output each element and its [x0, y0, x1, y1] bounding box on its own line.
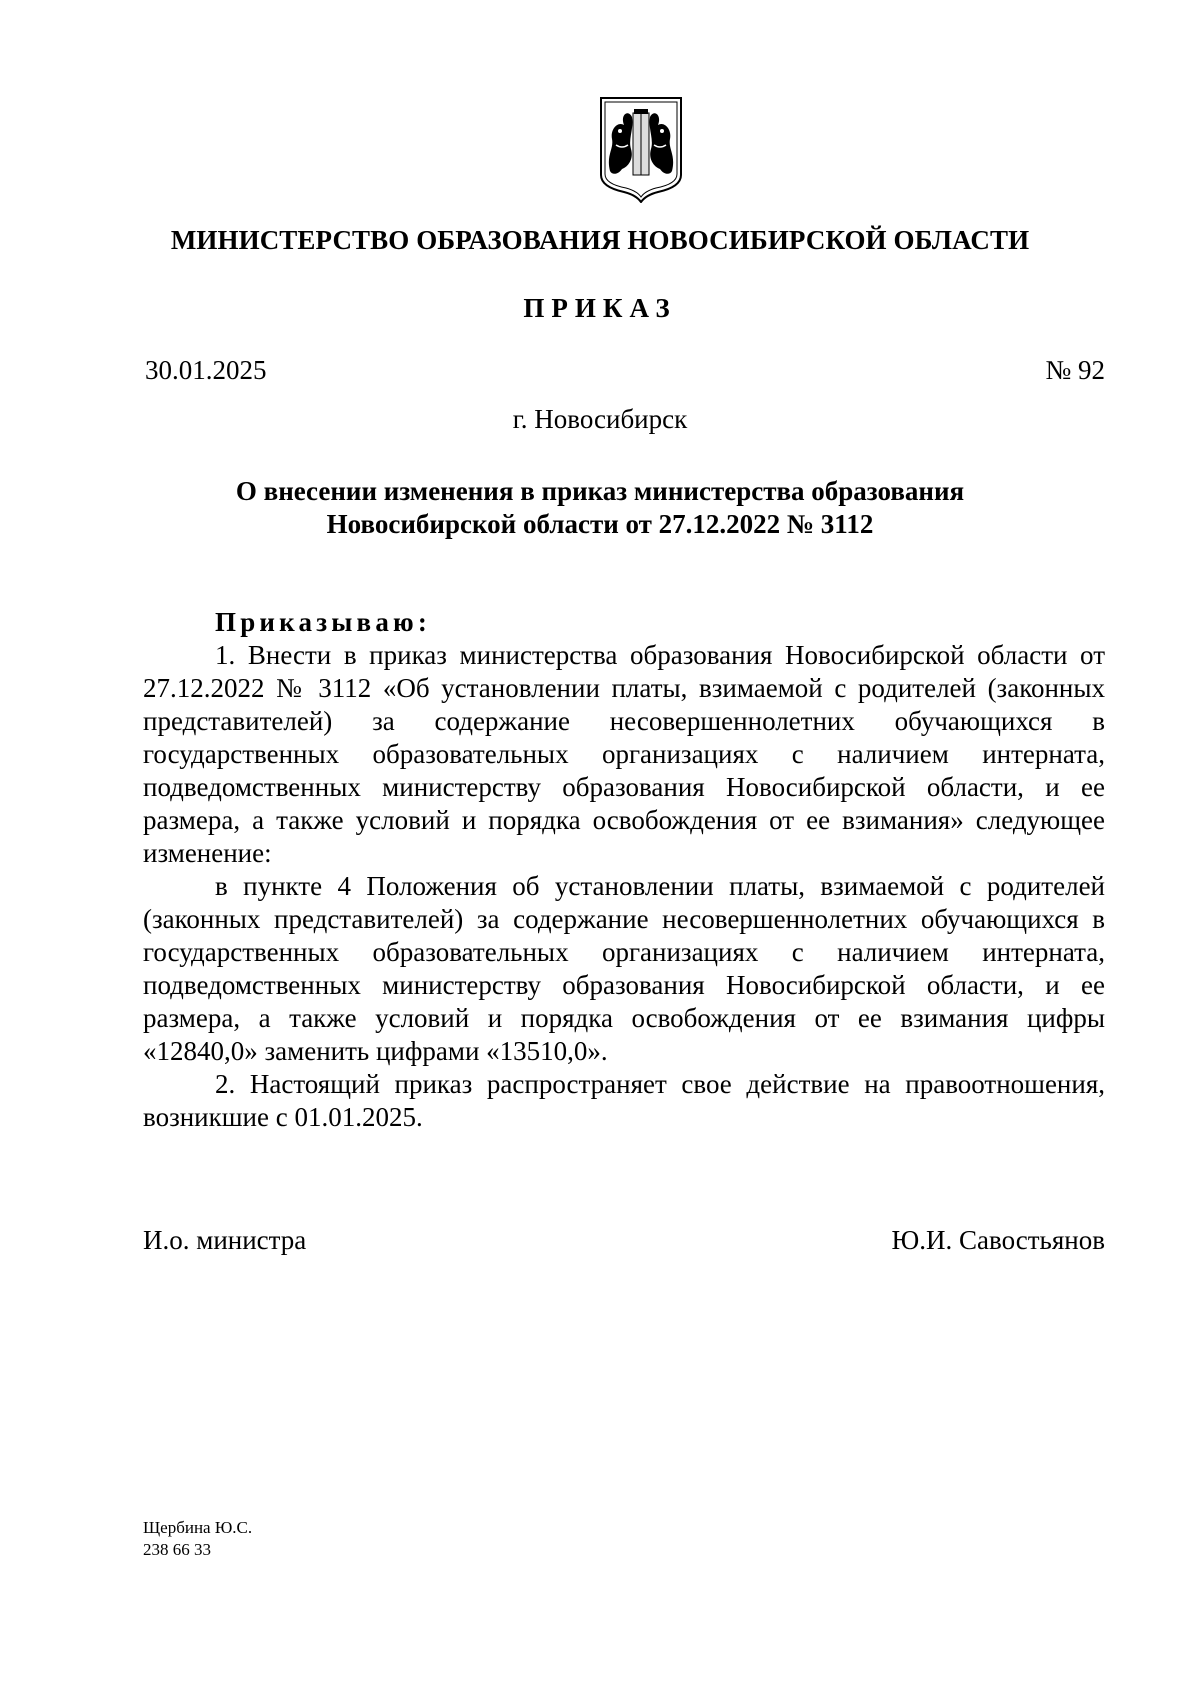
- document-type: ПРИКАЗ: [523, 293, 677, 323]
- paragraph-1: 1. Внести в приказ министерства образования Новосибирской области от 27.12.2022 № 3112 «Об установлении платы, взимаемой с родителей (законных представителей) за содержание несовершеннолетних обучающихся в государственных образовательных организациях с наличием интерната, подведомственных министерству образования Новосибирской области, и ее размера, а также условий и порядка освобождения от ее взимания» следующее изменение:: [143, 640, 1105, 868]
- executor-block: [143, 1517, 252, 1561]
- executor-phone: 238 66 33: [143, 1540, 211, 1559]
- title-line-1: О внесении изменения в приказ министерства образования: [235, 476, 965, 506]
- document-date: 30.01.2025: [145, 355, 267, 385]
- executor-name: Щербина Ю.С.: [143, 1518, 253, 1537]
- ministry-name: МИНИСТЕРСТВО ОБРАЗОВАНИЯ НОВОСИБИРСКОЙ ОБЛАСТИ: [170, 225, 1030, 255]
- orders-heading: Приказываю:: [215, 607, 432, 637]
- paragraph-3: 2. Настоящий приказ распространяет свое действие на правоотношения, возникшие с 01.01.2025.: [143, 1069, 1105, 1132]
- document-city: г. Новосибирск: [512, 404, 688, 434]
- document-title: [140, 475, 1060, 541]
- coat-of-arms-icon: [598, 95, 684, 203]
- paragraph-2: в пункте 4 Положения об установлении платы, взимаемой с родителей (законных представителей) за содержание несовершеннолетних обучающихся в государственных образовательных организациях с наличием интерната, подведомственных министерству образования Новосибирской области, и ее размера, а также условий и порядка освобождения от ее взимания цифры «12840,0» заменить цифрами «13510,0».: [143, 871, 1105, 1066]
- signatory-role: И.о. министра: [143, 1225, 307, 1255]
- signatory-name: Ю.И. Савостьянов: [891, 1225, 1105, 1255]
- title-line-2: Новосибирской области от 27.12.2022 № 3112: [326, 509, 874, 539]
- document-body: [143, 606, 1105, 1134]
- document-number: № 92: [1045, 355, 1105, 385]
